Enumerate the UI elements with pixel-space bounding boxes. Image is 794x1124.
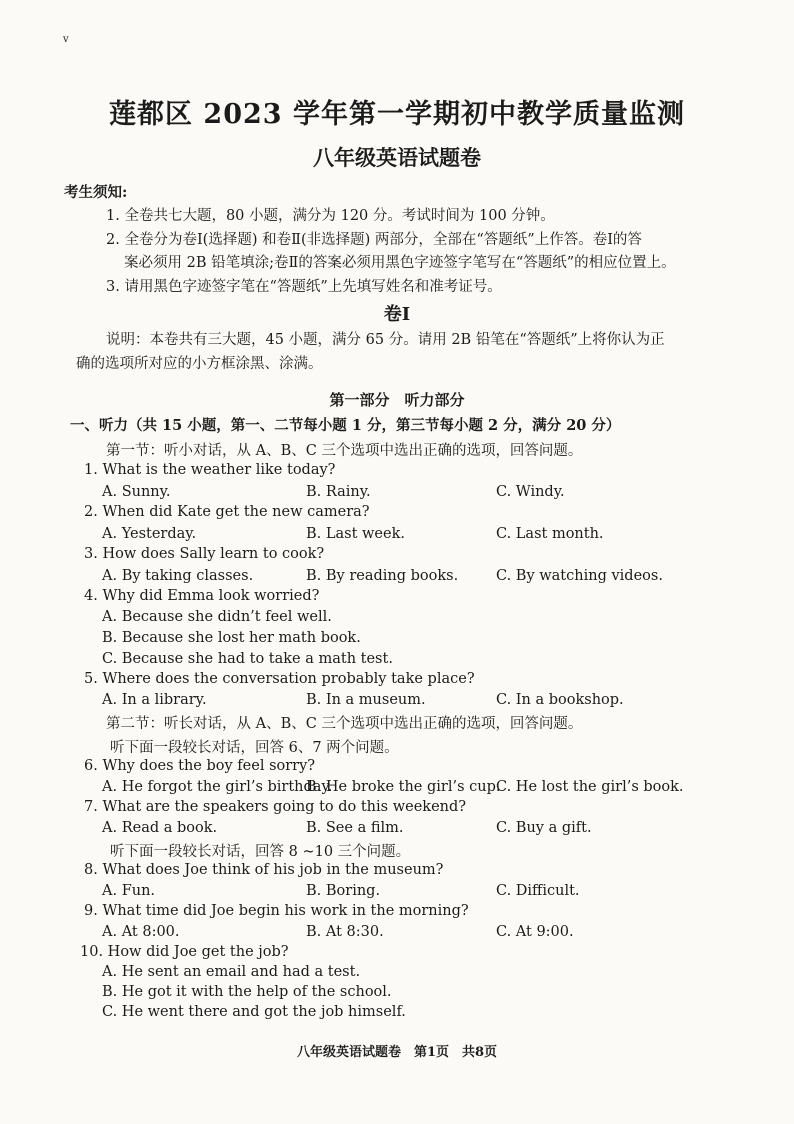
option-a: A. In a library. — [102, 692, 207, 708]
question-stem: 7. What are the speakers going to do this weekend? — [84, 799, 467, 815]
option-b: B. At 8:30. — [306, 924, 384, 940]
notice-item: 1. 全卷共七大题，80 小题，满分为 120 分。考试时间为 100 分钟。 — [106, 208, 555, 224]
option-c: C. Because she had to take a math test. — [102, 651, 393, 667]
option-c: C. Last month. — [496, 526, 604, 542]
option-c: C. He went there and got the job himself. — [102, 1004, 406, 1020]
section-note: 听下面一段较长对话，回答 8 ~10 三个问题。 — [110, 844, 411, 860]
option-c: C. At 9:00. — [496, 924, 574, 940]
part-title: 第一部分 听力部分 — [329, 391, 465, 409]
question-stem: 10. How did Joe get the job? — [80, 944, 289, 960]
option-a: A. He sent an email and had a test. — [102, 964, 361, 980]
option-c: C. He lost the girl’s book. — [496, 779, 684, 795]
option-a: A. Because she didn’t feel well. — [102, 609, 332, 625]
option-a: A. Sunny. — [102, 484, 171, 500]
option-c: C. In a bookshop. — [496, 692, 624, 708]
question-stem: 4. Why did Emma look worried? — [84, 588, 320, 604]
option-a: A. By taking classes. — [102, 568, 254, 584]
corner-mark: v — [63, 34, 69, 45]
volume-title: 卷Ⅰ — [383, 304, 411, 325]
option-c: C. Buy a gift. — [496, 820, 592, 836]
option-a: A. At 8:00. — [102, 924, 180, 940]
option-a: A. He forgot the girl’s birthday. — [102, 779, 333, 795]
question-stem: 9. What time did Joe begin his work in the morning? — [84, 903, 469, 919]
option-c: C. By watching videos. — [496, 568, 663, 584]
notice-heading: 考生须知: — [64, 184, 128, 201]
question-stem: 1. What is the weather like today? — [84, 462, 336, 478]
option-b: B. Last week. — [306, 526, 405, 542]
section-instruction: 第一节：听小对话，从 A、B、C 三个选项中选出正确的选项，回答问题。 — [106, 443, 583, 459]
question-stem: 8. What does Joe think of his job in the museum? — [84, 862, 444, 878]
option-b: B. By reading books. — [306, 568, 459, 584]
section-instruction: 第二节：听长对话，从 A、B、C 三个选项中选出正确的选项，回答问题。 — [106, 716, 583, 732]
option-b: B. Boring. — [306, 883, 381, 899]
option-c: C. Difficult. — [496, 883, 580, 899]
option-a: A. Yesterday. — [102, 526, 197, 542]
exam-title: 莲都区 2023 学年第一学期初中教学质量监测 — [109, 99, 685, 130]
option-a: A. Fun. — [102, 883, 156, 899]
exam-subtitle: 八年级英语试题卷 — [313, 145, 481, 170]
volume-desc: 说明：本卷共有三大题，45 小题，满分 65 分。请用 2B 铅笔在“答题纸”上将你认为正 — [106, 332, 665, 348]
question-stem: 5. Where does the conversation probably take place? — [84, 671, 475, 687]
option-b: B. Because she lost her math book. — [102, 630, 361, 646]
question-stem: 3. How does Sally learn to cook? — [84, 546, 325, 562]
option-b: B. See a film. — [306, 820, 404, 836]
option-b: B. He got it with the help of the school. — [102, 984, 392, 1000]
option-b: B. He broke the girl’s cup. — [306, 779, 501, 795]
notice-item: 2. 全卷分为卷Ⅰ(选择题) 和卷Ⅱ(非选择题) 两部分，全部在“答题纸”上作答。卷Ⅰ的答 — [106, 232, 642, 248]
notice-item: 案必须用 2B 铅笔填涂;卷Ⅱ的答案必须用黑色字迹签字笔写在“答题纸”的相应位置上。 — [124, 255, 676, 271]
question-stem: 2. When did Kate get the new camera? — [84, 504, 370, 520]
notice-item: 3. 请用黑色字迹签字笔在“答题纸”上先填写姓名和准考证号。 — [106, 279, 502, 295]
option-a: A. Read a book. — [102, 820, 218, 836]
section-note: 听下面一段较长对话，回答 6、7 两个问题。 — [110, 740, 399, 756]
option-c: C. Windy. — [496, 484, 565, 500]
option-b: B. Rainy. — [306, 484, 371, 500]
option-b: B. In a museum. — [306, 692, 426, 708]
question-stem: 6. Why does the boy feel sorry? — [84, 758, 316, 774]
page-footer: 八年级英语试题卷 第1页 共8页 — [296, 1045, 498, 1060]
section-title: 一、听力（共 15 小题，第一、二节每小题 1 分，第三节每小题 2 分，满分 20 分） — [70, 417, 621, 434]
volume-desc: 确的选项所对应的小方框涂黑、涂满。 — [76, 356, 323, 372]
